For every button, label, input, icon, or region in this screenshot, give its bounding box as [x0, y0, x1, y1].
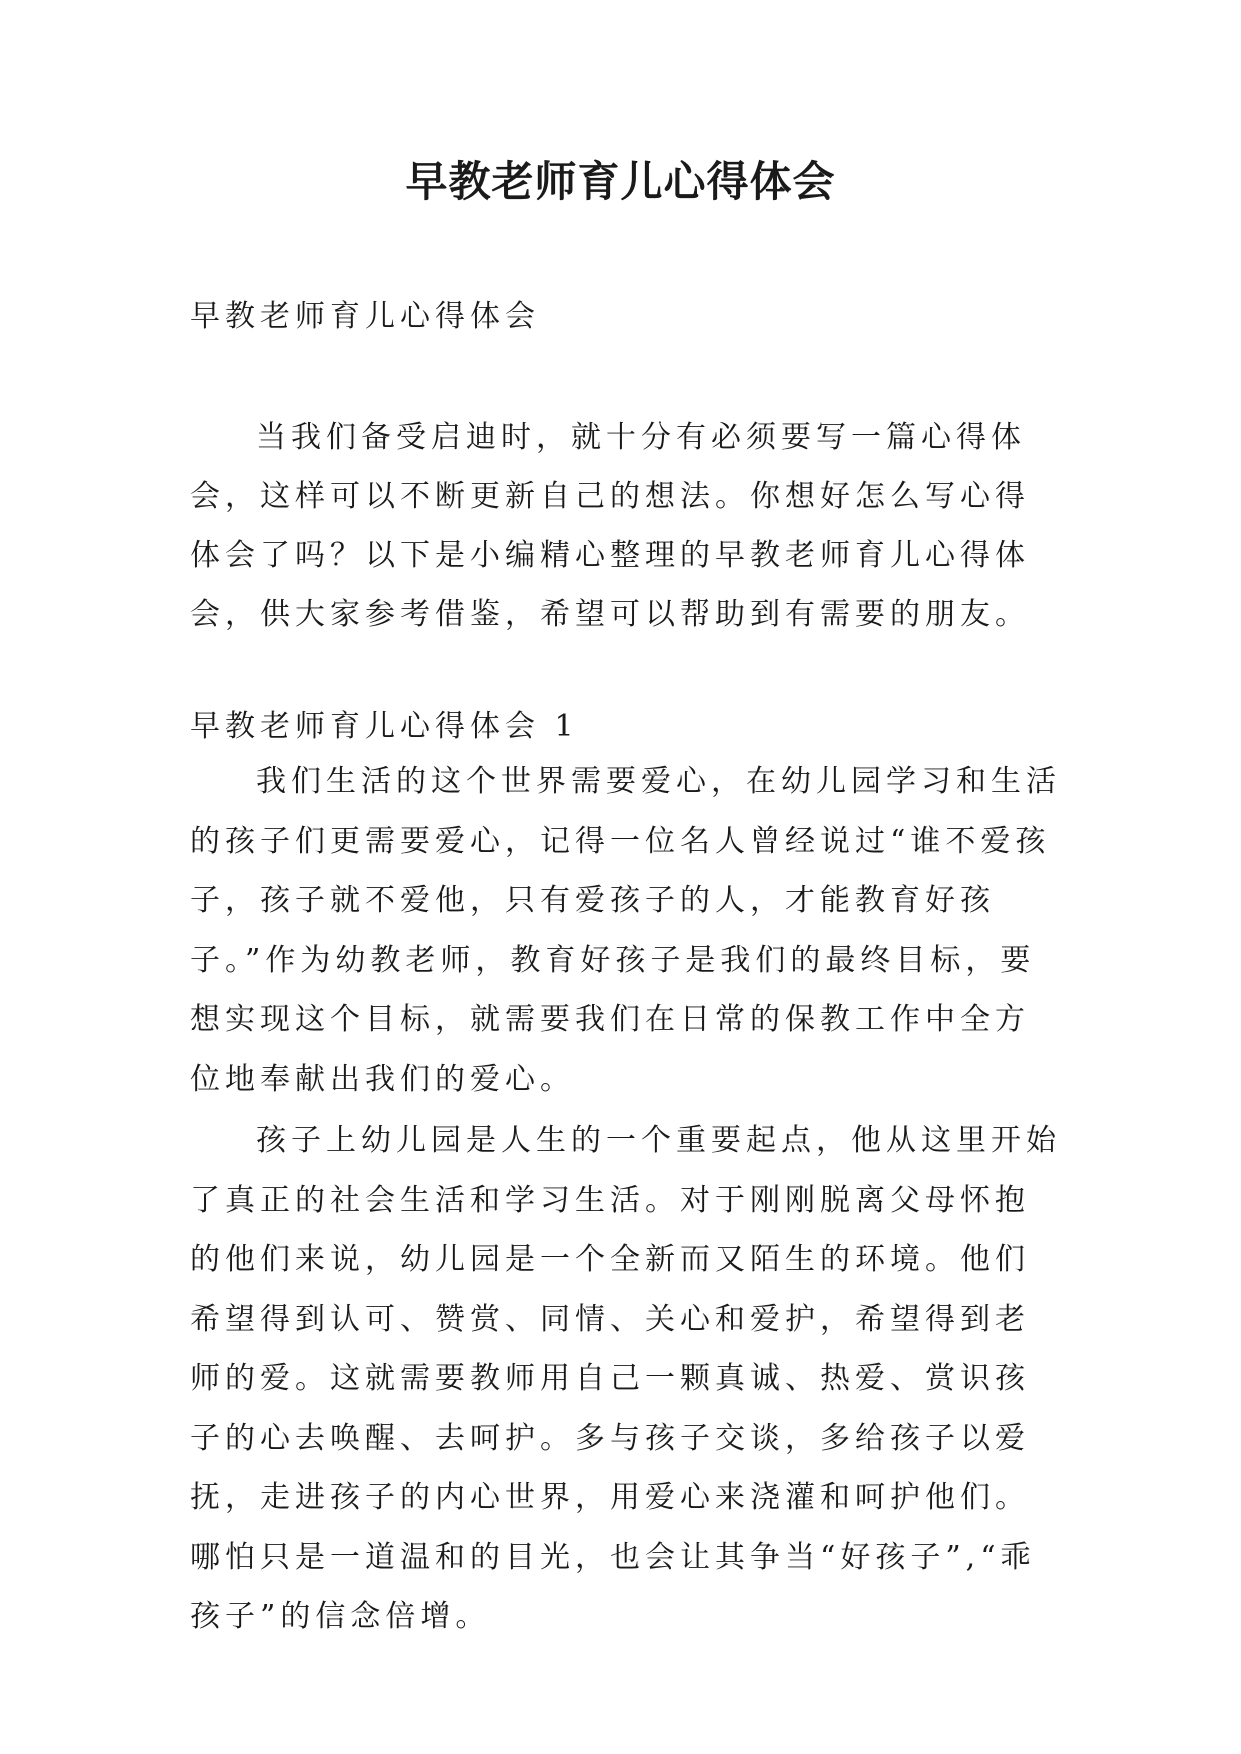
- section-body: [190, 752, 1063, 1649]
- body-paragraph: 我们生活的这个世界需要爱心，在幼儿园学习和生活的孩子们更需要爱心，记得一位名人曾经说过“谁不爱孩子，孩子就不爱他，只有爱孩子的人，才能教育好孩子。”作为幼教老师，教育好孩子是我们的最终目标，要想实现这个目标，就需要我们在日常的保教工作中全方位地奉献出我们的爱心。: [190, 764, 1061, 1097]
- body-paragraph: 孩子上幼儿园是人生的一个重要起点，他从这里开始了真正的社会生活和学习生活。对于刚刚脱离父母怀抱的他们来说，幼儿园是一个全新而又陌生的环境。他们希望得到认可、赞赏、同情、关心和爱护，希望得到老师的爱。这就需要教师用自己一颗真诚、热爱、赏识孩子的心去唤醒、去呵护。多与孩子交谈，多给孩子以爱抚，走进孩子的内心世界，用爱心来浇灌和呵护他们。哪怕只是一道温和的目光，也会让其争当“好孩子”,“乖孩子”的信念倍增。: [190, 1123, 1061, 1634]
- section-heading: 早教老师育儿心得体会 1: [190, 709, 579, 744]
- document-title: 早教老师育儿心得体会: [405, 157, 836, 206]
- intro-paragraph: 当我们备受启迪时，就十分有必须要写一篇心得体会，这样可以不断更新自己的想法。你想好怎么写心得体会了吗？以下是小编精心整理的早教老师育儿心得体会，供大家参考借鉴，希望可以帮助到有需要的朋友。: [190, 420, 1030, 632]
- intro-section: [190, 408, 1063, 644]
- document-subtitle: 早教老师育儿心得体会: [190, 299, 540, 334]
